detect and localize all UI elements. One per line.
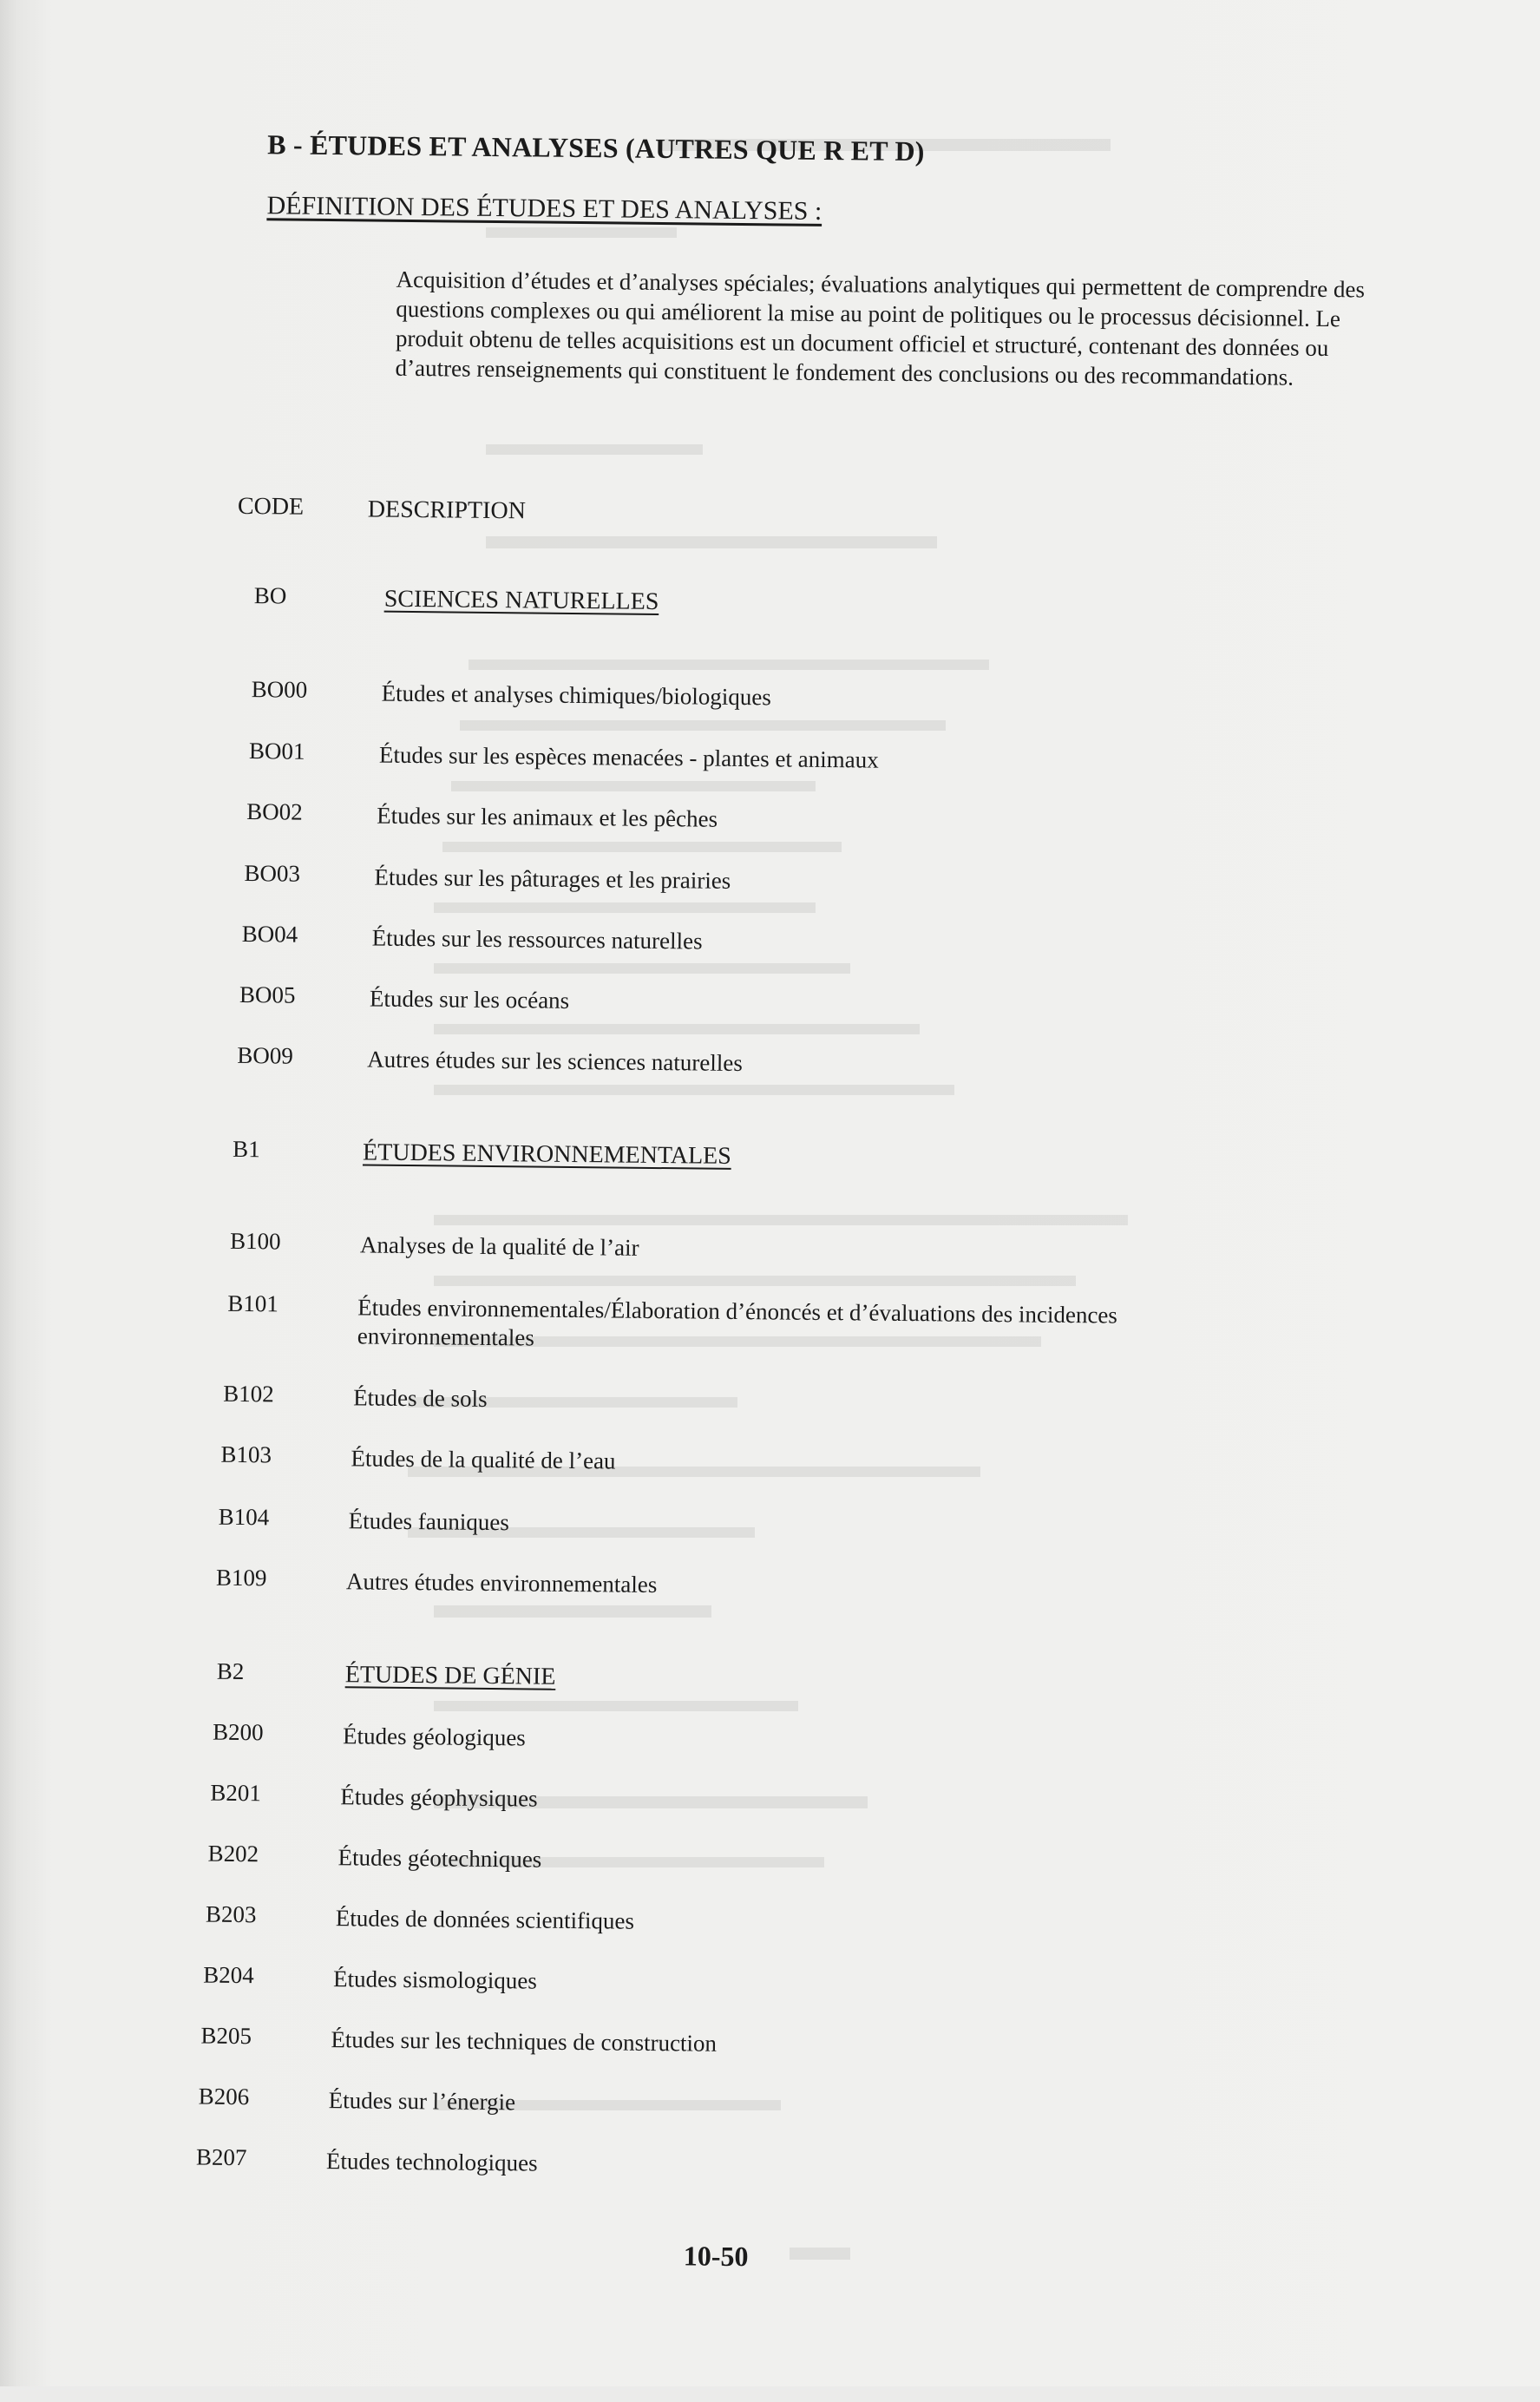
item-code: B200 bbox=[212, 1718, 264, 1746]
section-code: B2 bbox=[216, 1657, 245, 1685]
item-description: Études de sols bbox=[353, 1384, 488, 1412]
item-description: Études sismologiques bbox=[332, 1966, 538, 1994]
item-description: Études sur les animaux et les pêches bbox=[377, 802, 718, 832]
item-code: BO04 bbox=[241, 920, 298, 948]
item-description: Études sur les pâturages et les prairies bbox=[374, 863, 731, 894]
item-code: B205 bbox=[200, 2022, 252, 2050]
item-description: Études sur les techniques de construction bbox=[331, 2026, 718, 2057]
item-description: Études technologiques bbox=[325, 2148, 538, 2176]
item-description: Études sur les océans bbox=[369, 985, 570, 1014]
item-description: Études de la qualité de l’eau bbox=[351, 1445, 616, 1474]
item-code: B102 bbox=[223, 1380, 274, 1408]
item-code: B201 bbox=[210, 1779, 262, 1807]
section-title: ÉTUDES DE GÉNIE bbox=[344, 1661, 556, 1690]
item-code: B109 bbox=[215, 1564, 267, 1591]
definition-title: DÉFINITION DES ÉTUDES ET DES ANALYSES : bbox=[266, 191, 822, 226]
item-description: Études géologiques bbox=[342, 1723, 526, 1751]
section-code: B1 bbox=[232, 1135, 260, 1163]
item-code: B207 bbox=[195, 2143, 247, 2171]
item-code: B203 bbox=[205, 1900, 257, 1928]
item-description: Études sur les ressources naturelles bbox=[371, 924, 703, 955]
item-description: Autres études environnementales bbox=[345, 1568, 658, 1598]
item-code: B202 bbox=[207, 1840, 259, 1867]
column-header-description: DESCRIPTION bbox=[367, 495, 527, 525]
item-description: Études environnementales/Élaboration d’énoncés et d’évaluations des incidences environnementales bbox=[357, 1294, 1118, 1351]
item-description: Études géophysiques bbox=[340, 1783, 538, 1812]
item-description: Études de données scientifiques bbox=[335, 1905, 635, 1934]
item-code: B104 bbox=[218, 1503, 270, 1531]
item-description: Études géotechniques bbox=[337, 1844, 542, 1873]
page-number: 10-50 bbox=[683, 2240, 749, 2273]
section-code: BO bbox=[253, 582, 287, 609]
item-description: Analyses de la qualité de l’air bbox=[359, 1231, 639, 1261]
item-code: BO09 bbox=[237, 1041, 293, 1069]
definition-paragraph: Acquisition d’études et d’analyses spéciales; évaluations analytiques qui permettent de comprendre des questions complexes ou qui améliorent la mise au point de politiques ou le processus décisionnel. Le produit obtenu de telles acquisitions est un document officiel et structuré, contenant des données ou d’autres renseignements qui constituent le fondement des conclusions ou des recommandations. bbox=[395, 266, 1366, 390]
item-code: BO05 bbox=[239, 981, 296, 1008]
item-code: BO02 bbox=[246, 798, 303, 825]
document-heading: B - ÉTUDES ET ANALYSES (AUTRES QUE R ET D) bbox=[267, 128, 925, 167]
item-description: Études et analyses chimiques/biologiques bbox=[381, 679, 771, 711]
section-title: ÉTUDES ENVIRONNEMENTALES bbox=[362, 1139, 731, 1170]
item-description: Études sur l’énergie bbox=[328, 2087, 516, 2116]
column-header-code: CODE bbox=[237, 492, 305, 521]
item-code: B103 bbox=[220, 1441, 272, 1468]
item-code: BO00 bbox=[251, 676, 308, 703]
item-description: Autres études sur les sciences naturelles bbox=[367, 1046, 743, 1077]
item-description: Études sur les espèces menacées - plantes et animaux bbox=[378, 741, 879, 773]
item-code: B206 bbox=[198, 2083, 250, 2110]
item-description: Études fauniques bbox=[348, 1507, 510, 1536]
item-code: BO03 bbox=[244, 860, 301, 887]
item-code: B101 bbox=[227, 1290, 279, 1317]
section-title: SCIENCES NATURELLES bbox=[383, 585, 659, 615]
item-code: B204 bbox=[203, 1961, 254, 1989]
item-code: B100 bbox=[229, 1227, 281, 1255]
item-code: BO01 bbox=[248, 738, 305, 765]
